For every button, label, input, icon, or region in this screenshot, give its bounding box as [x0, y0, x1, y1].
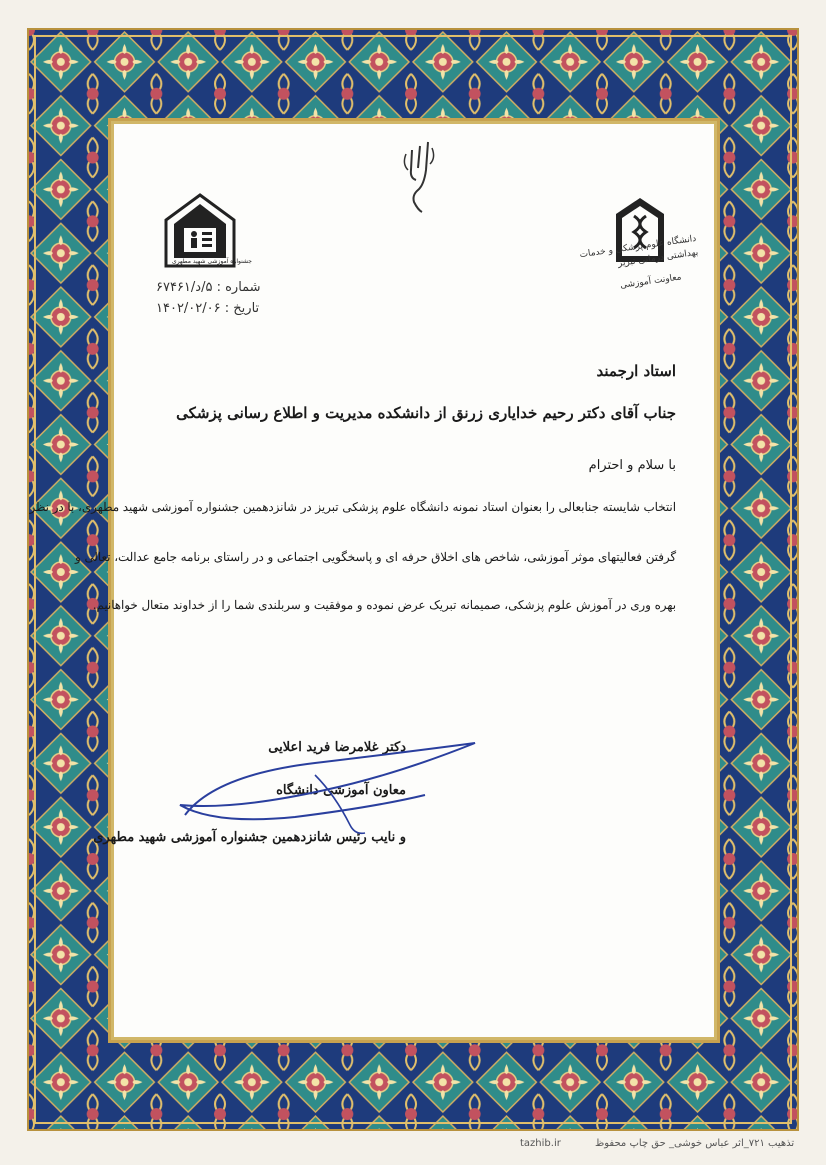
university-name-line1: دانشگاه علوم پزشکی و خدمات بهداشتی درمانی تبریز — [579, 233, 699, 269]
signer-deputy-title: و نایب رئیس شانزدهمین جشنواره آموزشی شهید مطهری — [93, 830, 406, 845]
salutation: استاد ارجمند — [596, 362, 676, 380]
recipient: جناب آقای دکتر رحیم خدایاری زرنق از دانشکده مدیریت و اطلاع رسانی پزشکی — [176, 404, 676, 422]
number-value: ۵/د/۶۷۴۶۱ — [156, 280, 213, 295]
bismillah-text — [0, 0, 10, 1]
body-line-1: انتخاب شایسته جنابعالی را بعنوان استاد نمونه دانشگاه علوم پزشکی تبریز در شانزدهمین جشنواره آموزشی شهید مطهری، با در نظر — [29, 500, 676, 514]
reference-number — [156, 280, 261, 295]
date-label: تاریخ : — [224, 301, 260, 316]
bismillah-calligraphy — [398, 140, 438, 215]
signer-name: دکتر غلامرضا فرید اعلایی — [268, 740, 406, 755]
date-value: ۱۴۰۲/۰۲/۰۶ — [156, 301, 221, 316]
festival-logo-caption: جشنواره آموزشی شهید مطهری — [172, 258, 252, 265]
number-label: شماره : — [216, 280, 261, 295]
handwritten-signature — [175, 735, 485, 840]
body-line-3: بهره وری در آموزش علوم پزشکی، صمیمانه تبریک عرض نموده و موفقیت و سربلندی شما را از خداوند متعال خواهانیم. — [92, 598, 676, 612]
letter-date — [156, 301, 259, 316]
footer-website[interactable]: tazhib.ir — [520, 1138, 561, 1149]
footer-credit: تذهیب ۷۲۱_اثر عباس خوشی_ حق چاپ محفوظ — [595, 1138, 795, 1149]
signer-title: معاون آموزشی دانشگاه — [276, 783, 406, 798]
greeting: با سلام و احترام — [588, 458, 676, 473]
vice-chancellor-office: معاونت آموزشی — [619, 272, 683, 291]
body-line-2: گرفتن فعالیتهای موثر آموزشی، شاخص های اخلاق حرفه ای و پاسخگویی اجتماعی و در راستای برنامه جامع عدالت، تعالی و — [75, 550, 676, 564]
